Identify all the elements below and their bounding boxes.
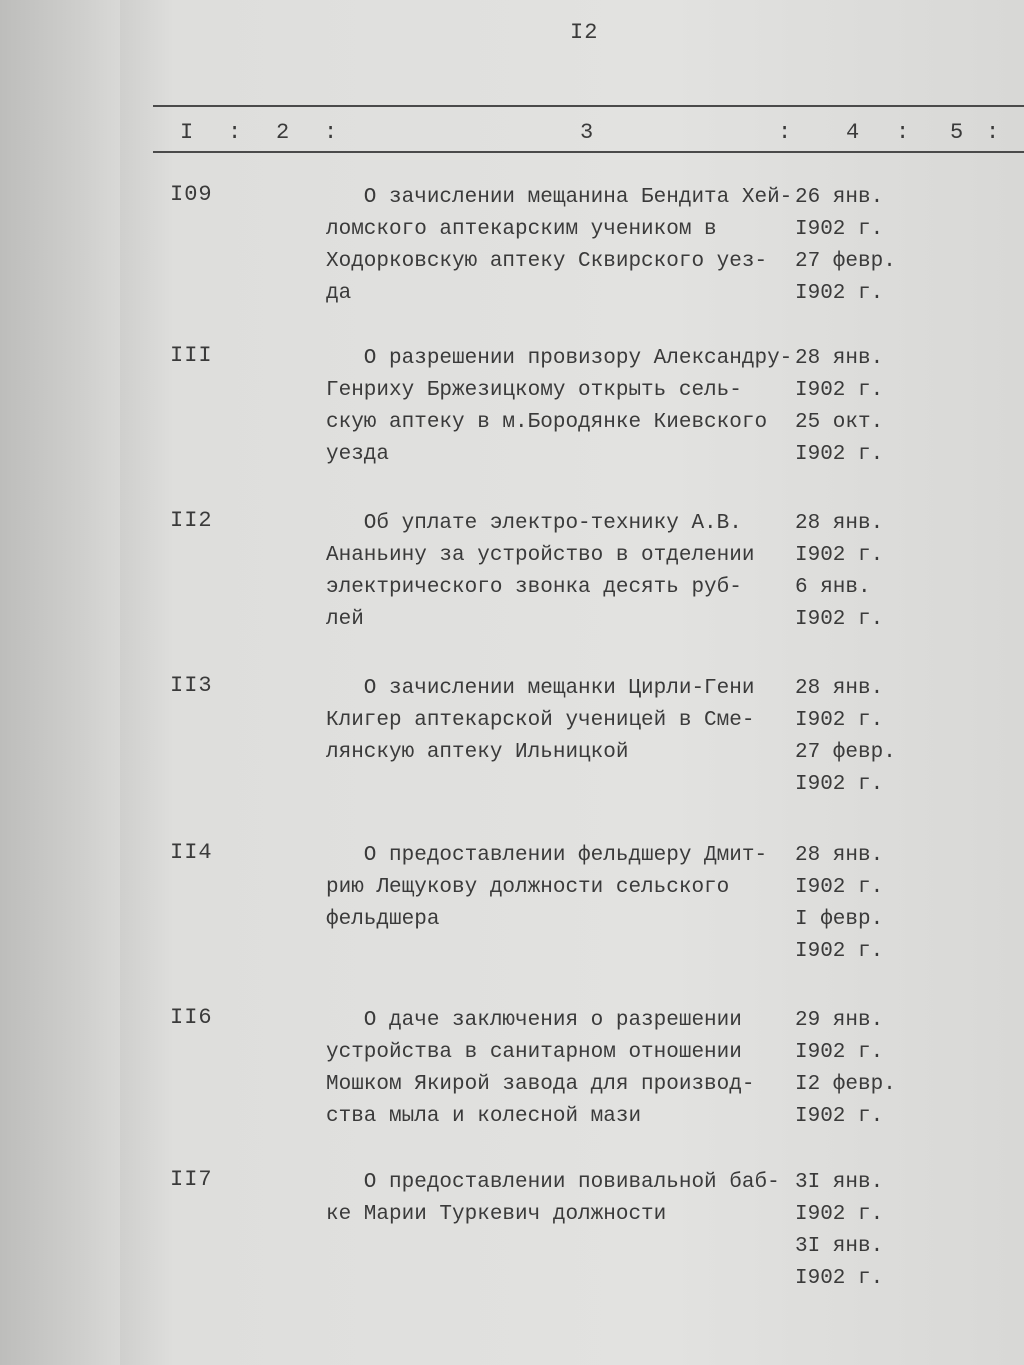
entry-description	[326, 840, 806, 936]
entry-dates	[795, 673, 915, 801]
entry-description	[326, 1005, 806, 1133]
description-line: фельдшера	[326, 908, 440, 931]
header-rule-top	[153, 105, 1024, 107]
list-item	[0, 182, 1024, 332]
description-line: Клигер аптекарской ученицей в Сме-	[326, 709, 755, 732]
description-line: Об уплате электро-технику А.В.	[326, 512, 742, 535]
date-line: 27 февр.	[795, 250, 896, 273]
list-item	[0, 343, 1024, 493]
date-line: 28 янв.	[795, 844, 884, 867]
column-header-3: 3	[580, 120, 594, 145]
entry-dates	[795, 508, 915, 636]
date-line: I902 г.	[795, 544, 884, 567]
entry-dates	[795, 1167, 915, 1295]
date-line: I2 февр.	[795, 1073, 896, 1096]
column-header-1: I	[180, 120, 194, 145]
description-line: О даче заключения о разрешении	[326, 1009, 742, 1032]
date-line: I902 г.	[795, 1267, 884, 1290]
entry-dates	[795, 840, 915, 968]
list-item	[0, 1167, 1024, 1317]
description-line: О зачислении мещанки Цирли-Гени	[326, 677, 755, 700]
column-separator: :	[324, 120, 338, 145]
date-line: 29 янв.	[795, 1009, 884, 1032]
date-line: I февр.	[795, 908, 884, 931]
description-line: лей	[326, 608, 364, 631]
date-line: I902 г.	[795, 379, 884, 402]
description-line: скую аптеку в м.Бородянке Киевского	[326, 411, 768, 434]
description-line: О зачислении мещанина Бендита Хей-	[326, 186, 793, 209]
description-line: Мошком Якирой завода для производ-	[326, 1073, 755, 1096]
date-line: 25 окт.	[795, 411, 884, 434]
column-separator: :	[896, 120, 910, 145]
entry-number: II3	[170, 673, 213, 698]
column-separator: :	[986, 120, 1000, 145]
date-line: I902 г.	[795, 608, 884, 631]
entry-description	[326, 508, 806, 636]
entry-number: II6	[170, 1005, 213, 1030]
date-line: I902 г.	[795, 940, 884, 963]
entry-number: III	[170, 343, 213, 368]
description-line: да	[326, 282, 352, 305]
description-line: рию Лещукову должности сельского	[326, 876, 730, 899]
date-line: 28 янв.	[795, 677, 884, 700]
description-line: Ходорковскую аптеку Сквирского уез-	[326, 250, 768, 273]
entry-description	[326, 182, 806, 310]
date-line: I902 г.	[795, 443, 884, 466]
column-header-5: 5	[950, 120, 964, 145]
description-line: О разрешении провизору Александру-	[326, 347, 793, 370]
list-item	[0, 508, 1024, 658]
description-line: ства мыла и колесной мази	[326, 1105, 642, 1128]
header-rule-bottom	[153, 151, 1024, 153]
column-header-2: 2	[276, 120, 290, 145]
list-item	[0, 840, 1024, 990]
entry-dates	[795, 343, 915, 471]
date-line: I902 г.	[795, 876, 884, 899]
date-line: I902 г.	[795, 1203, 884, 1226]
description-line: ломского аптекарским учеником в	[326, 218, 717, 241]
date-line: 3I янв.	[795, 1171, 884, 1194]
description-line: Ананьину за устройство в отделении	[326, 544, 755, 567]
date-line: I902 г.	[795, 1041, 884, 1064]
entry-number: II7	[170, 1167, 213, 1192]
date-line: 28 янв.	[795, 347, 884, 370]
date-line: I902 г.	[795, 218, 884, 241]
date-line: 28 янв.	[795, 512, 884, 535]
entry-number: II2	[170, 508, 213, 533]
description-line: Генриху Бржезицкому открыть сель-	[326, 379, 742, 402]
entry-dates	[795, 182, 915, 310]
description-line: электрического звонка десять руб-	[326, 576, 742, 599]
column-separator: :	[228, 120, 242, 145]
description-line: лянскую аптеку Ильницкой	[326, 741, 629, 764]
entry-description	[326, 343, 806, 471]
column-header-4: 4	[846, 120, 860, 145]
date-line: 6 янв.	[795, 576, 871, 599]
date-line: I902 г.	[795, 282, 884, 305]
entry-description	[326, 673, 806, 769]
description-line: О предоставлении повивальной баб-	[326, 1171, 780, 1194]
date-line: 26 янв.	[795, 186, 884, 209]
date-line: I902 г.	[795, 1105, 884, 1128]
date-line: I902 г.	[795, 709, 884, 732]
list-item	[0, 673, 1024, 823]
list-item	[0, 1005, 1024, 1155]
description-line: уезда	[326, 443, 390, 466]
date-line: 27 февр.	[795, 741, 896, 764]
date-line: I902 г.	[795, 773, 884, 796]
entry-dates	[795, 1005, 915, 1133]
page-number: I2	[570, 20, 599, 45]
entry-number: II4	[170, 840, 213, 865]
entry-description	[326, 1167, 806, 1231]
entry-number: I09	[170, 182, 213, 207]
date-line: 3I янв.	[795, 1235, 884, 1258]
description-line: устройства в санитарном отношении	[326, 1041, 742, 1064]
description-line: О предоставлении фельдшеру Дмит-	[326, 844, 768, 867]
column-separator: :	[778, 120, 792, 145]
description-line: ке Марии Туркевич должности	[326, 1203, 667, 1226]
